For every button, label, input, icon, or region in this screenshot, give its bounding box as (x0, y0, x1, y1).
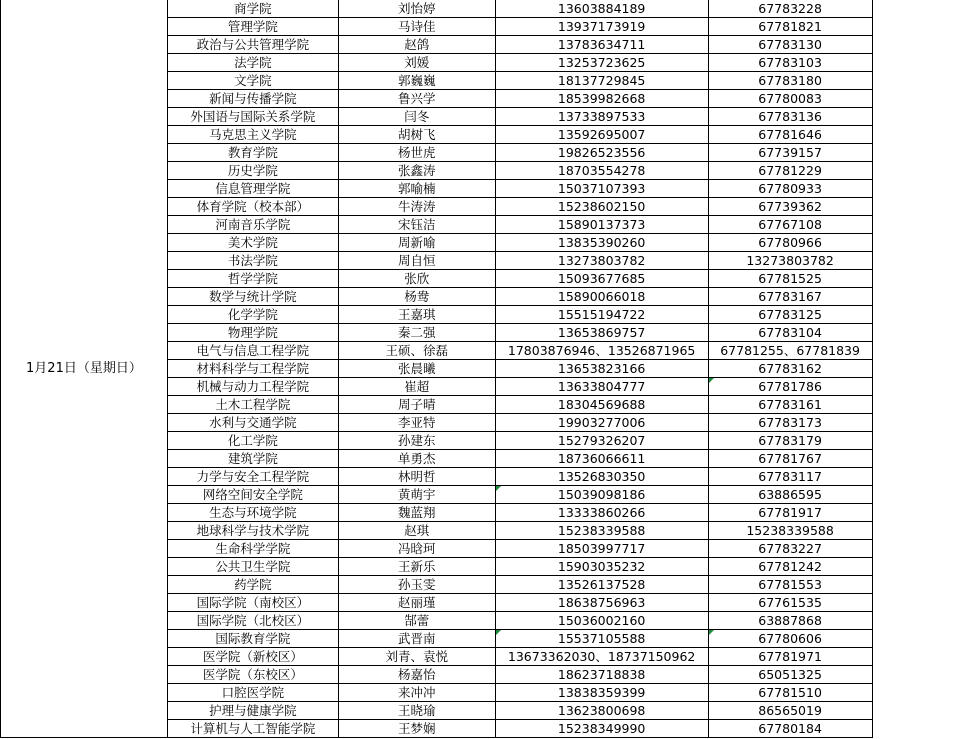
college-cell[interactable]: 化学学院 (167, 306, 338, 324)
mobile-cell[interactable]: 18638756963 (495, 594, 708, 612)
office-cell[interactable]: 67780184 (708, 720, 872, 738)
mobile-cell[interactable]: 15037107393 (495, 180, 708, 198)
mobile-cell[interactable]: 17803876946、13526871965 (495, 342, 708, 360)
mobile-cell[interactable]: 13633804777 (495, 378, 708, 396)
college-cell[interactable]: 建筑学院 (167, 450, 338, 468)
college-cell[interactable]: 河南音乐学院 (167, 216, 338, 234)
office-cell[interactable]: 67783117 (708, 468, 872, 486)
college-cell[interactable]: 医学院（新校区） (167, 648, 338, 666)
name-cell[interactable]: 郜蕾 (338, 612, 495, 630)
college-cell[interactable]: 电气与信息工程学院 (167, 342, 338, 360)
office-cell[interactable]: 67781242 (708, 558, 872, 576)
empty-cell[interactable] (872, 450, 954, 468)
empty-cell[interactable] (872, 630, 954, 648)
name-cell[interactable]: 鲁兴学 (338, 90, 495, 108)
mobile-cell[interactable]: 18539982668 (495, 90, 708, 108)
office-cell[interactable]: 67783130 (708, 36, 872, 54)
office-cell[interactable]: 67739157 (708, 144, 872, 162)
mobile-cell[interactable]: 13733897533 (495, 108, 708, 126)
office-cell[interactable]: 67781971 (708, 648, 872, 666)
college-cell[interactable]: 生命科学学院 (167, 540, 338, 558)
mobile-cell[interactable]: 18304569688 (495, 396, 708, 414)
mobile-cell[interactable]: 13838359399 (495, 684, 708, 702)
mobile-cell[interactable]: 13653869757 (495, 324, 708, 342)
name-cell[interactable]: 赵丽瑾 (338, 594, 495, 612)
office-cell[interactable]: 67739362 (708, 198, 872, 216)
mobile-cell[interactable]: 15039098186 (495, 486, 708, 504)
empty-cell[interactable] (872, 540, 954, 558)
college-cell[interactable]: 口腔医学院 (167, 684, 338, 702)
empty-cell[interactable] (872, 522, 954, 540)
empty-cell[interactable] (872, 594, 954, 612)
empty-cell[interactable] (872, 198, 954, 216)
mobile-cell[interactable]: 18623718838 (495, 666, 708, 684)
name-cell[interactable]: 刘青、袁悦 (338, 648, 495, 666)
office-cell[interactable]: 63886595 (708, 486, 872, 504)
college-cell[interactable]: 管理学院 (167, 18, 338, 36)
college-cell[interactable]: 药学院 (167, 576, 338, 594)
empty-cell[interactable] (872, 468, 954, 486)
name-cell[interactable]: 胡树飞 (338, 126, 495, 144)
name-cell[interactable]: 孙玉雯 (338, 576, 495, 594)
office-cell[interactable]: 67781255、67781839 (708, 342, 872, 360)
college-cell[interactable]: 外国语与国际关系学院 (167, 108, 338, 126)
office-cell[interactable]: 67767108 (708, 216, 872, 234)
office-cell[interactable]: 67783104 (708, 324, 872, 342)
empty-cell[interactable] (872, 648, 954, 666)
mobile-cell[interactable]: 15238349990 (495, 720, 708, 738)
name-cell[interactable]: 赵琪 (338, 522, 495, 540)
college-cell[interactable]: 土木工程学院 (167, 396, 338, 414)
name-cell[interactable]: 杨鸯 (338, 288, 495, 306)
name-cell[interactable]: 周自恒 (338, 252, 495, 270)
mobile-cell[interactable]: 13526137528 (495, 576, 708, 594)
office-cell[interactable]: 67783167 (708, 288, 872, 306)
empty-cell[interactable] (872, 252, 954, 270)
name-cell[interactable]: 杨世虎 (338, 144, 495, 162)
office-cell[interactable]: 67781821 (708, 18, 872, 36)
office-cell[interactable]: 67783161 (708, 396, 872, 414)
empty-cell[interactable] (872, 234, 954, 252)
college-cell[interactable]: 政治与公共管理学院 (167, 36, 338, 54)
mobile-cell[interactable]: 13673362030、18737150962 (495, 648, 708, 666)
mobile-cell[interactable]: 15890137373 (495, 216, 708, 234)
name-cell[interactable]: 闫冬 (338, 108, 495, 126)
mobile-cell[interactable]: 13653823166 (495, 360, 708, 378)
college-cell[interactable]: 生态与环境学院 (167, 504, 338, 522)
college-cell[interactable]: 美术学院 (167, 234, 338, 252)
mobile-cell[interactable]: 13783634711 (495, 36, 708, 54)
college-cell[interactable]: 体育学院（校本部） (167, 198, 338, 216)
office-cell[interactable]: 67783162 (708, 360, 872, 378)
college-cell[interactable]: 水利与交通学院 (167, 414, 338, 432)
name-cell[interactable]: 张鑫涛 (338, 162, 495, 180)
name-cell[interactable]: 张欣 (338, 270, 495, 288)
mobile-cell[interactable]: 18137729845 (495, 72, 708, 90)
empty-cell[interactable] (872, 36, 954, 54)
college-cell[interactable]: 教育学院 (167, 144, 338, 162)
name-cell[interactable]: 牛涛涛 (338, 198, 495, 216)
college-cell[interactable]: 地球科学与技术学院 (167, 522, 338, 540)
mobile-cell[interactable]: 15238602150 (495, 198, 708, 216)
college-cell[interactable]: 信息管理学院 (167, 180, 338, 198)
mobile-cell[interactable]: 18503997717 (495, 540, 708, 558)
empty-cell[interactable] (872, 180, 954, 198)
office-cell[interactable]: 15238339588 (708, 522, 872, 540)
office-cell[interactable]: 67781525 (708, 270, 872, 288)
name-cell[interactable]: 冯晗珂 (338, 540, 495, 558)
empty-cell[interactable] (872, 288, 954, 306)
table-row (1, 0, 954, 18)
college-cell[interactable]: 数学与统计学院 (167, 288, 338, 306)
college-cell[interactable]: 国际教育学院 (167, 630, 338, 648)
office-cell[interactable]: 67783179 (708, 432, 872, 450)
mobile-cell[interactable]: 13937173919 (495, 18, 708, 36)
college-cell[interactable]: 书法学院 (167, 252, 338, 270)
office-cell[interactable]: 67783136 (708, 108, 872, 126)
office-cell[interactable]: 67781917 (708, 504, 872, 522)
college-cell[interactable]: 材料科学与工程学院 (167, 360, 338, 378)
name-cell[interactable]: 来冲冲 (338, 684, 495, 702)
office-cell[interactable]: 67783103 (708, 54, 872, 72)
empty-cell[interactable] (872, 108, 954, 126)
empty-cell[interactable] (872, 576, 954, 594)
college-cell[interactable]: 法学院 (167, 54, 338, 72)
college-cell[interactable]: 国际学院（北校区） (167, 612, 338, 630)
mobile-cell[interactable]: 13835390260 (495, 234, 708, 252)
mobile-cell[interactable]: 19826523556 (495, 144, 708, 162)
empty-cell[interactable] (872, 270, 954, 288)
empty-cell[interactable] (872, 666, 954, 684)
college-cell[interactable]: 力学与安全工程学院 (167, 468, 338, 486)
name-cell[interactable]: 孙建东 (338, 432, 495, 450)
empty-cell[interactable] (872, 306, 954, 324)
office-cell[interactable]: 67783173 (708, 414, 872, 432)
name-cell[interactable]: 黄萌宇 (338, 486, 495, 504)
office-cell[interactable]: 13273803782 (708, 252, 872, 270)
college-cell[interactable]: 护理与健康学院 (167, 702, 338, 720)
college-cell[interactable]: 哲学学院 (167, 270, 338, 288)
empty-cell[interactable] (872, 612, 954, 630)
office-cell[interactable]: 86565019 (708, 702, 872, 720)
college-cell[interactable]: 历史学院 (167, 162, 338, 180)
empty-cell[interactable] (872, 684, 954, 702)
empty-cell[interactable] (872, 558, 954, 576)
mobile-cell[interactable]: 13253723625 (495, 54, 708, 72)
mobile-cell[interactable]: 19903277006 (495, 414, 708, 432)
office-cell[interactable]: 67780933 (708, 180, 872, 198)
date-cell[interactable]: 1月21日（星期日） (1, 0, 168, 738)
mobile-cell[interactable]: 13592695007 (495, 126, 708, 144)
mobile-cell[interactable]: 15093677685 (495, 270, 708, 288)
name-cell[interactable]: 王晓瑜 (338, 702, 495, 720)
college-cell[interactable]: 商学院 (167, 0, 338, 18)
empty-cell[interactable] (872, 414, 954, 432)
name-cell[interactable]: 李亚特 (338, 414, 495, 432)
office-cell[interactable]: 67781767 (708, 450, 872, 468)
empty-cell[interactable] (872, 0, 954, 18)
name-cell[interactable]: 马诗佳 (338, 18, 495, 36)
name-cell[interactable]: 魏蓝翔 (338, 504, 495, 522)
empty-cell[interactable] (872, 396, 954, 414)
empty-cell[interactable] (872, 72, 954, 90)
table-body (1, 0, 954, 738)
name-cell[interactable]: 周子晴 (338, 396, 495, 414)
empty-cell[interactable] (872, 54, 954, 72)
name-cell[interactable]: 王梦娴 (338, 720, 495, 738)
empty-cell[interactable] (872, 342, 954, 360)
mobile-cell[interactable]: 15890066018 (495, 288, 708, 306)
empty-cell[interactable] (872, 360, 954, 378)
empty-cell[interactable] (872, 18, 954, 36)
mobile-cell[interactable]: 15537105588 (495, 630, 708, 648)
office-cell[interactable]: 67781646 (708, 126, 872, 144)
name-cell[interactable]: 张晨曦 (338, 360, 495, 378)
name-cell[interactable]: 宋钰洁 (338, 216, 495, 234)
college-cell[interactable]: 公共卫生学院 (167, 558, 338, 576)
mobile-cell[interactable]: 15036002160 (495, 612, 708, 630)
name-cell[interactable]: 秦二强 (338, 324, 495, 342)
college-cell[interactable]: 物理学院 (167, 324, 338, 342)
college-cell[interactable]: 国际学院（南校区） (167, 594, 338, 612)
college-cell[interactable]: 新闻与传播学院 (167, 90, 338, 108)
name-cell[interactable]: 周新喻 (338, 234, 495, 252)
mobile-cell[interactable]: 15238339588 (495, 522, 708, 540)
mobile-cell[interactable]: 13623800698 (495, 702, 708, 720)
office-cell[interactable]: 67781553 (708, 576, 872, 594)
office-cell[interactable]: 65051325 (708, 666, 872, 684)
name-cell[interactable]: 王嘉琪 (338, 306, 495, 324)
office-cell[interactable]: 67783125 (708, 306, 872, 324)
office-cell[interactable]: 63887868 (708, 612, 872, 630)
name-cell[interactable]: 王新乐 (338, 558, 495, 576)
mobile-cell[interactable]: 13273803782 (495, 252, 708, 270)
office-cell[interactable]: 67781229 (708, 162, 872, 180)
office-cell[interactable]: 67783228 (708, 0, 872, 18)
college-cell[interactable]: 文学院 (167, 72, 338, 90)
empty-cell[interactable] (872, 216, 954, 234)
name-cell[interactable]: 王硕、徐磊 (338, 342, 495, 360)
office-cell[interactable]: 67761535 (708, 594, 872, 612)
college-cell[interactable]: 化工学院 (167, 432, 338, 450)
mobile-cell[interactable]: 15515194722 (495, 306, 708, 324)
empty-cell[interactable] (872, 486, 954, 504)
mobile-cell[interactable]: 13603884189 (495, 0, 708, 18)
empty-cell[interactable] (872, 720, 954, 738)
name-cell[interactable]: 郭喻楠 (338, 180, 495, 198)
mobile-cell[interactable]: 15903035232 (495, 558, 708, 576)
name-cell[interactable]: 郭巍巍 (338, 72, 495, 90)
name-cell[interactable]: 刘怡婷 (338, 0, 495, 18)
office-cell[interactable]: 67781510 (708, 684, 872, 702)
office-cell[interactable]: 67780966 (708, 234, 872, 252)
name-cell[interactable]: 赵鸽 (338, 36, 495, 54)
college-cell[interactable]: 机械与动力工程学院 (167, 378, 338, 396)
college-cell[interactable]: 网络空间安全学院 (167, 486, 338, 504)
empty-cell[interactable] (872, 378, 954, 396)
name-cell[interactable]: 单勇杰 (338, 450, 495, 468)
name-cell[interactable]: 杨嘉怡 (338, 666, 495, 684)
office-cell[interactable]: 67783227 (708, 540, 872, 558)
office-cell[interactable]: 67780083 (708, 90, 872, 108)
college-cell[interactable]: 计算机与人工智能学院 (167, 720, 338, 738)
empty-cell[interactable] (872, 162, 954, 180)
mobile-cell[interactable]: 15279326207 (495, 432, 708, 450)
mobile-cell[interactable]: 18736066611 (495, 450, 708, 468)
empty-cell[interactable] (872, 90, 954, 108)
empty-cell[interactable] (872, 126, 954, 144)
empty-cell[interactable] (872, 432, 954, 450)
empty-cell[interactable] (872, 324, 954, 342)
name-cell[interactable]: 林明哲 (338, 468, 495, 486)
office-cell[interactable]: 67783180 (708, 72, 872, 90)
mobile-cell[interactable]: 13526830350 (495, 468, 708, 486)
empty-cell[interactable] (872, 144, 954, 162)
office-cell[interactable]: 67780606 (708, 630, 872, 648)
office-cell[interactable]: 67781786 (708, 378, 872, 396)
name-cell[interactable]: 崔超 (338, 378, 495, 396)
name-cell[interactable]: 武晋南 (338, 630, 495, 648)
name-cell[interactable]: 刘媛 (338, 54, 495, 72)
college-cell[interactable]: 医学院（东校区） (167, 666, 338, 684)
mobile-cell[interactable]: 13333860266 (495, 504, 708, 522)
empty-cell[interactable] (872, 702, 954, 720)
mobile-cell[interactable]: 18703554278 (495, 162, 708, 180)
empty-cell[interactable] (872, 504, 954, 522)
college-cell[interactable]: 马克思主义学院 (167, 126, 338, 144)
